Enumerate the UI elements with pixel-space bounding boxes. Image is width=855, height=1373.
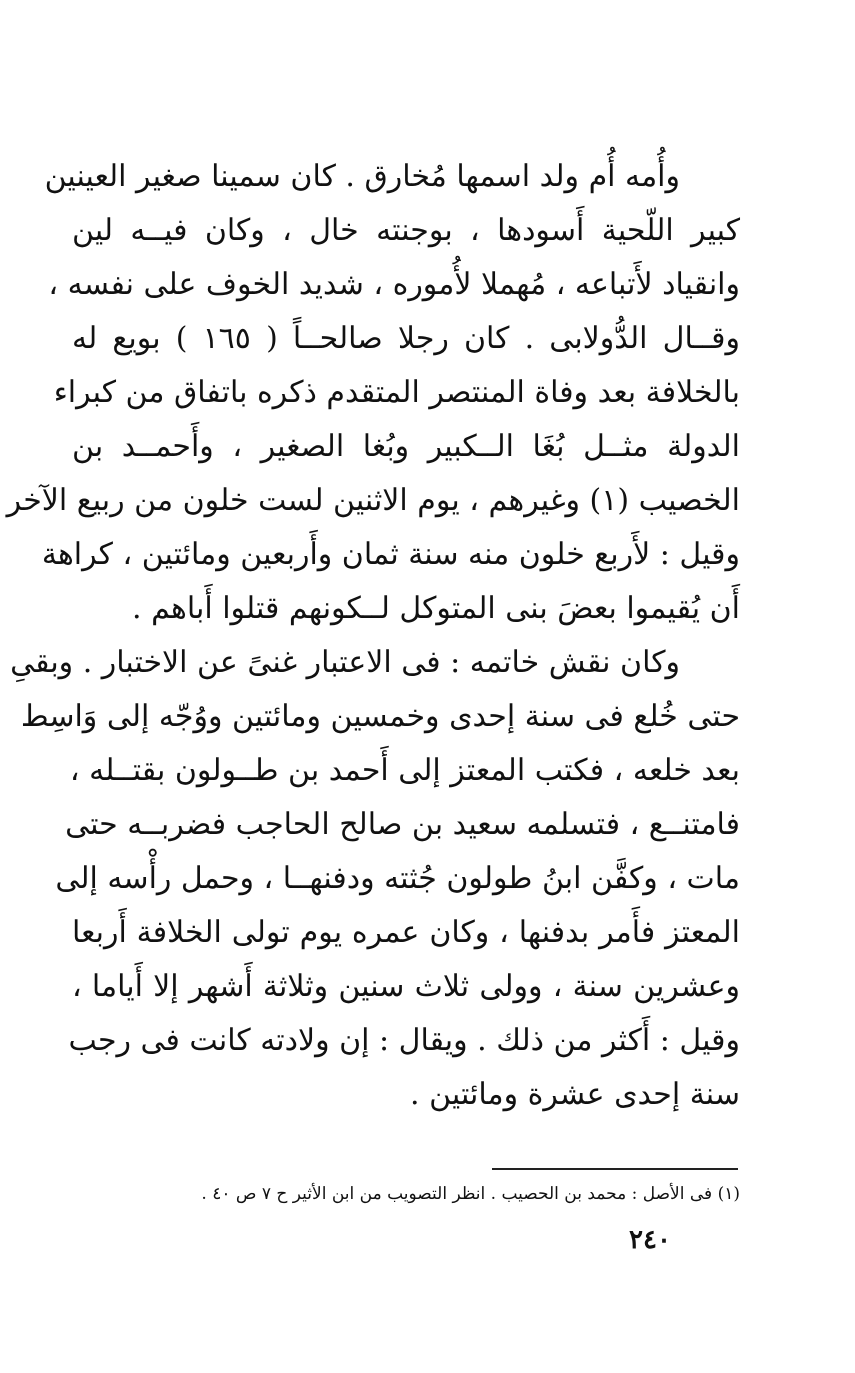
text-line: المعتز فأَمر بدفنها ، وكان عمره يوم تولى الخلافة أَربعا [72,915,740,950]
text-line: وقيل : لأَربع خلون منه سنة ثمان وأَربعين ومائتين ، كراهة [41,537,740,572]
text-line: وقيل : أَكثر من ذلك . ويقال : إن ولادته كانت فى رجب [68,1023,740,1058]
footnote-divider [492,1168,738,1170]
text-line: وانقياد لأَتباعه ، مُهملا لأُموره ، شديد الخوف على نفسه ، [48,267,740,302]
text-line: وأُمه أُم ولد اسمها مُخارق . كان سمينا صغير العينين [44,159,680,194]
text-line: الدولة مثــل بُغَا الــكبير وبُغا الصغير ، وأَحمــد بن [72,429,740,464]
footnote: (١) فى الأصل : محمد بن الحصيب . انظر التصويب من ابن الأثير ح ٧ ص ٤٠ . [201,1184,740,1204]
text-line: وقــال الدُّولابى . كان رجلا صالحــاً ( ١٦٥ ) بويع له [72,321,740,356]
text-line: بالخلافة بعد وفاة المنتصر المتقدم ذكره باتفاق من كبراء [53,375,740,410]
page-number: ٢٤٠ [629,1225,671,1255]
text-line: بعد خلعه ، فكتب المعتز إلى أَحمد بن طــولون بقتــله ، [69,753,740,788]
text-line: فامتنــع ، فتسلمه سعيد بن صالح الحاجب فضربــه حتى [65,807,740,842]
text-line: وكان نقش خاتمه : فى الاعتبار غنىً عن الاختبار . وبقىِ [10,645,680,680]
text-line: حتى خُلع فى سنة إحدى وخمسين ومائتين ووُجّه إلى وَاسِط [20,699,740,734]
text-line: سنة إحدى عشرة ومائتين . [410,1077,740,1112]
text-line: وعشرين سنة ، وولى ثلاث سنين وثلاثة أَشهر إلا أَياما ، [72,969,740,1004]
text-line: كبير اللّحية أَسودها ، بوجنته خال ، وكان فيــه لين [72,213,740,248]
text-line: الخصيب (١) وغيرهم ، يوم الاثنين لست خلون من ربيع الآخر [6,483,740,518]
main-text-block [6,150,740,1122]
text-line: أَن يُقيموا بعضَ بنى المتوكل لــكونهم قتلوا أَباهم . [132,591,740,626]
text-line: مات ، وكفَّن ابنُ طولون جُثته ودفنهــا ، وحمل رأْسه إلى [55,861,740,896]
